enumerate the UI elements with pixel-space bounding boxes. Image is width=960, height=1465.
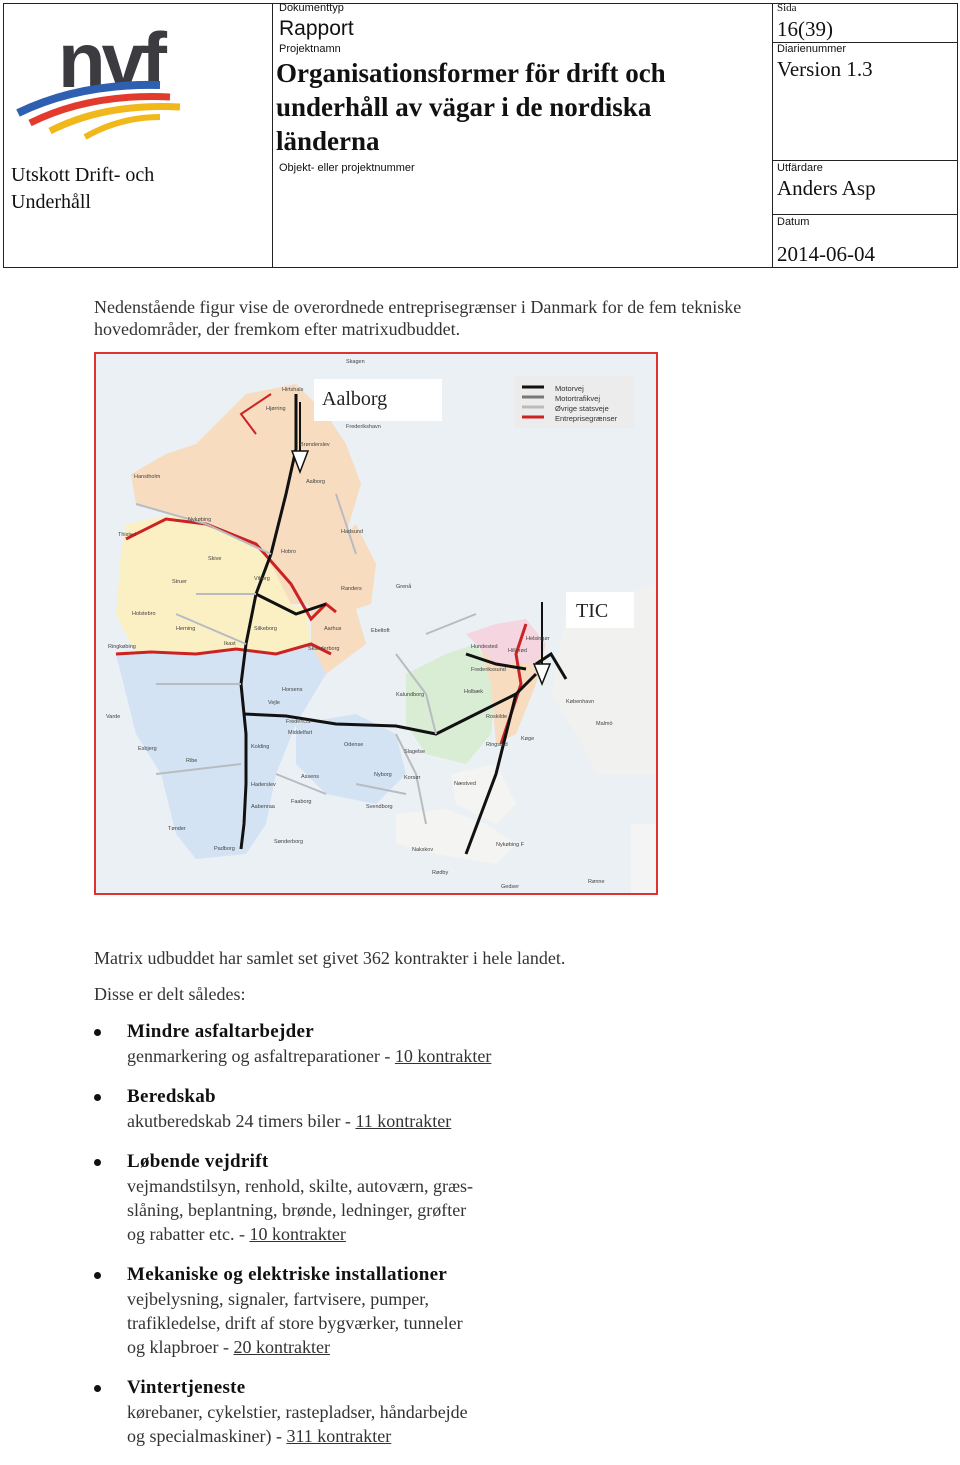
contract-count: 311 kontrakter [286,1426,392,1446]
town-label: Vejle [268,700,280,706]
town-label: Svendborg [366,804,393,810]
list-item-title: Vintertjeneste [127,1377,246,1398]
town-label: Brønderslev [300,442,330,448]
legend-motorvej: Motorvej [555,384,584,393]
town-label: Sønderborg [274,839,304,845]
town-label: Frederikssund [471,667,506,673]
town-label: Gedser [501,884,520,890]
committee-name: Utskott Drift- och Underhåll [11,164,155,213]
town-label: Grenå [396,584,412,590]
list-item-title: Beredskab [127,1086,216,1107]
label-tic: TIC [576,600,609,622]
doc-type: Rapport [279,17,354,40]
town-label: Ribe [186,758,198,764]
list-item-desc [127,1044,654,1068]
legend-entreprisegraenser: Entreprisegrænser [555,414,618,423]
town-label: Hobro [281,549,296,555]
town-label: Frederikshavn [346,424,381,430]
town-label: Middelfart [288,730,313,736]
list-item-desc [127,1400,654,1424]
summary: Matrix udbuddet har samlet set givet 362 kontrakter i hele landet. Disse er delt således: [94,948,566,1004]
legend-motortrafikvej: Motortrafikvej [555,394,601,403]
town-label: Nykøbing [188,517,212,523]
town-label: Tønder [168,826,186,832]
list-item-desc-text: og specialmaskiner) - [127,1426,287,1446]
town-label: Korsør [404,775,421,781]
list-item [94,1020,654,1068]
town-label: Næstved [454,781,477,787]
list-item-desc-text: vejmandstilsyn, renhold, skilte, autoværn, græs- [127,1176,473,1196]
list-item-desc-text: trafikledelse, drift af store bygværker, tunneler [127,1313,463,1333]
town-label: Herning [176,626,196,632]
issuer-label: Utfärdare [777,162,823,174]
list-item-desc [127,1198,654,1222]
contract-count: 20 kontrakter [233,1337,330,1357]
town-label: Skive [208,556,222,562]
list-item-desc [127,1222,654,1246]
town-label: Nakskov [412,847,434,853]
doc-type-label: Dokumenttyp [279,2,344,14]
town-label: Skagen [346,359,365,365]
list-item-desc-text: og rabatter etc. - [127,1224,250,1244]
list-item-desc-text: og klapbroer - [127,1337,234,1357]
map-drawing [96,354,656,893]
town-label: Assens [301,774,320,780]
town-label: Holbæk [464,689,483,695]
list-item-desc-text: vejbelysning, signaler, fartvisere, pumper, [127,1289,429,1309]
list-item [94,1085,654,1133]
reg-number-label: Diarienummer [777,43,847,55]
contract-list [94,1020,654,1465]
version: Version 1.3 [777,57,873,81]
town-label: Haderslev [251,782,276,788]
svg-text:nvf: nvf [58,16,163,104]
town-label: Faaborg [291,799,312,805]
town-label: Rønne [588,879,605,885]
town-label: Thisted [118,532,137,538]
list-item [94,1376,654,1448]
town-label: Roskilde [486,714,508,720]
town-label: Horsens [282,687,303,693]
town-label: Nykøbing F [496,842,525,848]
town-label: Ringsted [486,742,508,748]
town-label: Køge [521,736,535,742]
town-label: Viborg [254,576,270,582]
bullet-icon [94,1159,101,1166]
town-label: Padborg [214,846,235,852]
town-label: Hanstholm [134,474,161,480]
issuer: Anders Asp [777,176,876,200]
bullet-icon [94,1029,101,1036]
list-item-desc [127,1174,654,1198]
town-label: Hirtshals [282,387,304,393]
list-item-desc-text: kørebaner, cykelstier, rastepladser, håndarbejde [127,1402,468,1422]
bullet-icon [94,1272,101,1279]
town-label: Ikast [224,641,236,647]
list-item-desc [127,1424,654,1448]
list-item-desc-text: genmarkering og asfaltreparationer - [127,1046,395,1066]
contract-count: 10 kontrakter [394,1046,492,1066]
town-label: Skanderborg [308,646,340,652]
town-label: Silkeborg [254,626,277,632]
page-label: Sida [777,2,797,14]
town-label: Kalundborg [396,692,425,698]
label-aalborg: Aalborg [322,388,388,410]
list-item-desc [127,1311,654,1335]
bullet-icon [94,1385,101,1392]
date-label: Datum [777,216,810,228]
town-label: Hillerød [508,648,527,654]
list-item-title: Løbende vejdrift [127,1151,269,1172]
list-item-desc [127,1287,654,1311]
list-item-desc [127,1335,654,1359]
town-label: Rødby [432,870,449,876]
denmark-region-map [94,352,658,895]
contract-count: 10 kontrakter [249,1224,346,1244]
list-item-desc [127,1109,654,1133]
town-label: Varde [106,714,121,720]
bullet-icon [94,1094,101,1101]
town-label: Randers [341,586,362,592]
town-label: Hjørring [266,406,286,412]
intro-paragraph: Nedenstående figur vise de overordnede entreprisegrænser i Danmark for de fem tekniske hovedområder, der fremkom efter matrixudbuddet. [94,297,742,339]
nvf-logo [10,5,210,145]
list-item-desc-text: akutberedskab 24 timers biler - [127,1111,356,1131]
town-label: Aarhus [324,626,342,632]
town-label: Esbjerg [138,746,157,752]
project-title: Organisationsformer för drift och underhåll av vägar i de nordiska länderna [276,58,666,156]
town-label: Malmö [596,721,613,727]
list-item-title: Mekaniske og elektriske installationer [127,1264,448,1285]
date: 2014-06-04 [777,242,875,266]
legend-statsveje: Øvrige statsveje [555,404,609,413]
town-label: Holstebro [132,611,156,617]
town-label: Helsingør [526,636,550,642]
town-label: Nyborg [374,772,392,778]
list-item [94,1263,654,1359]
town-label: Kolding [251,744,270,750]
town-label: Slagelse [404,749,426,755]
town-label: Hundested [471,644,498,650]
town-label: Odense [344,742,364,748]
list-item [94,1150,654,1246]
town-label: København [566,699,595,705]
page-number: 16(39) [777,17,833,41]
list-item-desc-text: slåning, beplantning, brønde, ledninger, grøfter [127,1200,467,1220]
town-label: Struer [172,579,187,585]
town-label: Ebeltoft [371,628,390,634]
town-label: Aalborg [306,479,325,485]
town-label: Aabenraa [251,804,275,810]
project-name-label: Projektnamn [279,43,341,55]
town-label: Hadsund [341,529,364,535]
list-item-title: Mindre asfaltarbejder [127,1021,314,1042]
town-label: Ringkøbing [108,644,136,650]
contract-count: 11 kontrakter [355,1111,452,1131]
town-label: Fredericia [286,719,311,725]
object-number-label: Objekt- eller projektnummer [279,162,415,174]
